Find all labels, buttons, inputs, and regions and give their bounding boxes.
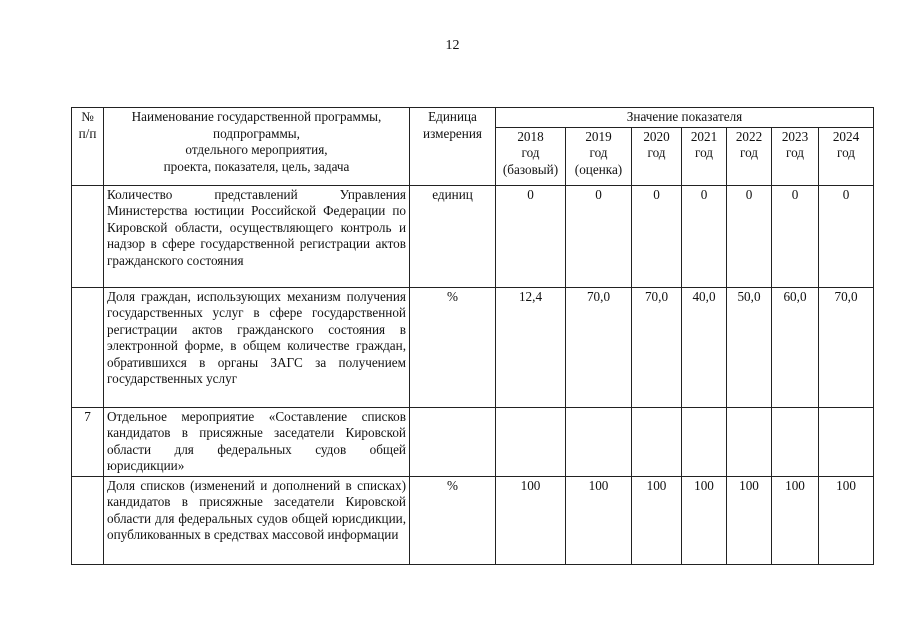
row-value: 100: [682, 476, 727, 564]
row-value: 0: [682, 185, 727, 287]
row-num: 7: [72, 407, 104, 476]
header-year-2018: [496, 127, 566, 185]
row-value: 60,0: [772, 287, 819, 407]
header-year-line: год: [647, 145, 666, 160]
header-year-line: год: [589, 145, 608, 160]
header-year-line: год: [837, 145, 856, 160]
row-value: [772, 407, 819, 476]
row-value: 0: [566, 185, 632, 287]
header-year-line: 2021: [690, 128, 718, 144]
row-value: [632, 407, 682, 476]
header-year-2022: [727, 127, 772, 185]
header-year-2019: [566, 127, 632, 185]
row-unit: %: [410, 287, 496, 407]
header-year-line: 2023: [781, 128, 809, 144]
table-row: [72, 287, 874, 407]
row-value: 70,0: [632, 287, 682, 407]
row-unit: [410, 407, 496, 476]
header-year-line: 2022: [735, 128, 763, 144]
row-value: 70,0: [819, 287, 874, 407]
row-value: 100: [819, 476, 874, 564]
row-value: 0: [496, 185, 566, 287]
header-year-2023: [772, 127, 819, 185]
row-value: 100: [496, 476, 566, 564]
row-value: [682, 407, 727, 476]
row-value: 100: [727, 476, 772, 564]
table-row: [72, 476, 874, 564]
header-year-line: год: [785, 145, 804, 160]
row-unit: единиц: [410, 185, 496, 287]
header-values-title: Значение показателя: [496, 108, 874, 128]
row-value: 40,0: [682, 287, 727, 407]
header-unit-line: измерения: [423, 125, 482, 141]
row-value: 0: [632, 185, 682, 287]
header-year-line: год: [521, 145, 540, 160]
header-year-line: (оценка): [574, 161, 623, 177]
row-num: [72, 476, 104, 564]
row-value: 0: [819, 185, 874, 287]
header-year-line: 2019: [585, 128, 612, 144]
row-name: Доля граждан, использующих механизм получения государственных услуг в сфере государственной регистрации актов гражданского состояния в электронной форме, в общем количестве граждан, обратившихся в органы ЗАГС за получением государственных услуг: [104, 287, 410, 407]
header-year-2021: [682, 127, 727, 185]
row-name: Отдельное мероприятие «Составление списков кандидатов в присяжные заседатели Кировской области для федеральных судов общей юрисдикции»: [104, 407, 410, 476]
header-year-line: год: [694, 145, 713, 160]
header-year-line: (базовый): [502, 161, 559, 177]
header-num: № п/п: [72, 108, 104, 186]
page-number: 12: [445, 38, 460, 53]
header-name-line: проекта, показателя, цель, задача: [163, 158, 350, 174]
row-unit: %: [410, 476, 496, 564]
row-value: 0: [772, 185, 819, 287]
header-year-line: год: [739, 145, 758, 160]
table-row: [72, 185, 874, 287]
row-num: [72, 287, 104, 407]
row-value: [819, 407, 874, 476]
row-value: 0: [727, 185, 772, 287]
header-year-2020: [632, 127, 682, 185]
row-value: 50,0: [727, 287, 772, 407]
header-name-line: отдельного мероприятия,: [185, 142, 328, 157]
row-value: 100: [772, 476, 819, 564]
indicator-table: [71, 107, 874, 565]
row-value: [496, 407, 566, 476]
row-value: 70,0: [566, 287, 632, 407]
header-unit: [410, 108, 496, 186]
header-unit-line: Единица: [428, 109, 477, 124]
row-num: [72, 185, 104, 287]
row-value: 100: [632, 476, 682, 564]
header-name-line: Наименование государственной программы,: [131, 109, 382, 124]
row-name: Количество представлений Управления Министерства юстиции Российской Федерации по Кировской области, осуществляющего контроль и надзор в сфере государственной регистрации актов гражданского состояния: [104, 185, 410, 287]
header-year-2024: [819, 127, 874, 185]
header-name-line: подпрограммы,: [213, 125, 300, 141]
header-year-line: 2024: [832, 128, 860, 144]
table-row: [72, 407, 874, 476]
row-value: [566, 407, 632, 476]
row-name: Доля списков (изменений и дополнений в списках) кандидатов в присяжные заседатели Кировской области для федеральных судов общей юрисдикции, опубликованных в средствах массовой информации: [104, 476, 410, 564]
row-value: 12,4: [496, 287, 566, 407]
header-year-line: 2020: [643, 128, 670, 144]
row-value: [727, 407, 772, 476]
header-name: [104, 108, 410, 186]
header-year-line: 2018: [517, 128, 544, 144]
row-value: 100: [566, 476, 632, 564]
